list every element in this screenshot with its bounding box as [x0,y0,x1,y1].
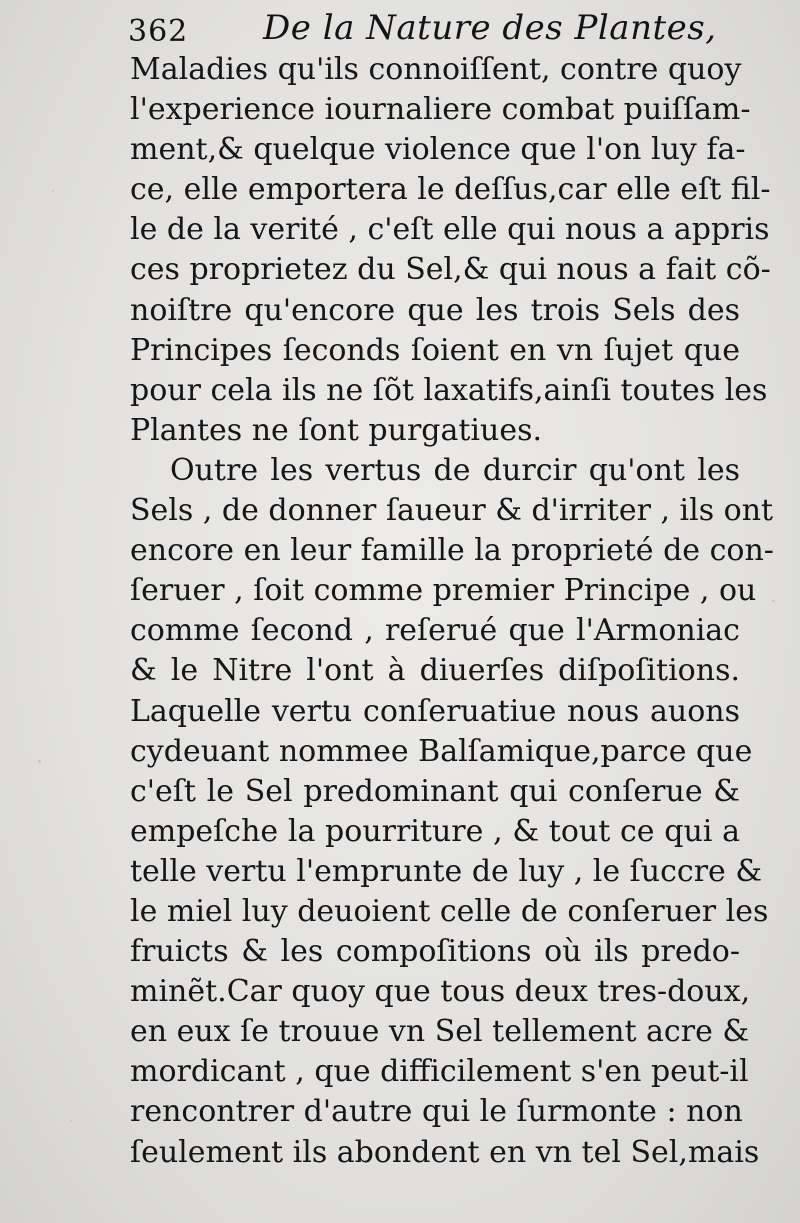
paragraph-start-line: Outre les vertus de durcir qu'ont les [170,452,740,488]
text-line: c'eſt le Sel predominant qui conſerue & [130,773,740,809]
text-line: l'experience iournaliere combat puiſſam- [130,92,751,128]
text-line: Sels , de donner ſaueur & d'irriter , ils ont [130,493,774,529]
text-line: encore en leur famille la proprieté de con- [130,533,774,569]
text-line: empeſche la pourriture , & tout ce qui a [130,813,740,849]
text-line: Principes ſeconds ſoient en vn ſujet que [130,332,740,368]
text-line: noiſtre qu'encore que les trois Sels des [130,292,740,328]
running-title: De la Nature des Plantes, [263,8,717,48]
paper-speck [772,600,775,602]
text-line: ment,& quelque violence que l'on luy fa- [130,132,746,168]
text-line: ſeruer , ſoit comme premier Principe , ou [130,573,757,609]
text-line: ſeulement ils abondent en vn tel Sel,mais [130,1134,760,1170]
text-line: telle vertu l'emprunte de luy , le ſuccre & [130,853,763,889]
text-line: Maladies qu'ils connoiſſent, contre quoy [130,52,742,87]
paper-speck [38,760,41,763]
text-line: cydeuant nommee Balſamique,parce que [130,733,753,769]
text-line: Laquelle vertu conſeruatiue nous auons [130,693,740,729]
text-line: ce, elle emportera le deſſus,car elle eſt fil- [130,172,771,208]
paper-speck [70,1120,72,1122]
text-line: minẽt.Car quoy que tous deux tres-doux, [130,974,751,1010]
text-line: pour cela ils ne ſõt laxatifs,ainſi toutes les [130,372,768,408]
paper-speck [52,190,54,192]
text-line: fruicts & les compoſitions où ils predo- [130,934,740,970]
text-line: ces proprietez du Sel,& qui nous a fait cõ- [130,252,771,288]
text-line: le miel luy deuoient celle de conſeruer les [130,893,769,929]
text-line: rencontrer d'autre qui le ſurmonte : non [130,1094,743,1130]
text-line: le de la verité , c'eſt elle qui nous a appris [130,212,770,248]
text-line: en eux ſe trouue vn Sel tellement acre & [130,1014,750,1050]
text-line: & le Nitre l'ont à diuerſes diſpoſitions. [130,653,740,689]
page-number: 362 [128,14,189,49]
body-text [130,50,774,1173]
paragraph-end-line: Plantes ne ſont purgatiues. [130,412,543,448]
text-line: mordicant , que difficilement s'en peut-il [130,1054,749,1090]
page-header [128,8,748,52]
text-line: comme ſecond , reſerué que l'Armoniac [130,613,740,649]
